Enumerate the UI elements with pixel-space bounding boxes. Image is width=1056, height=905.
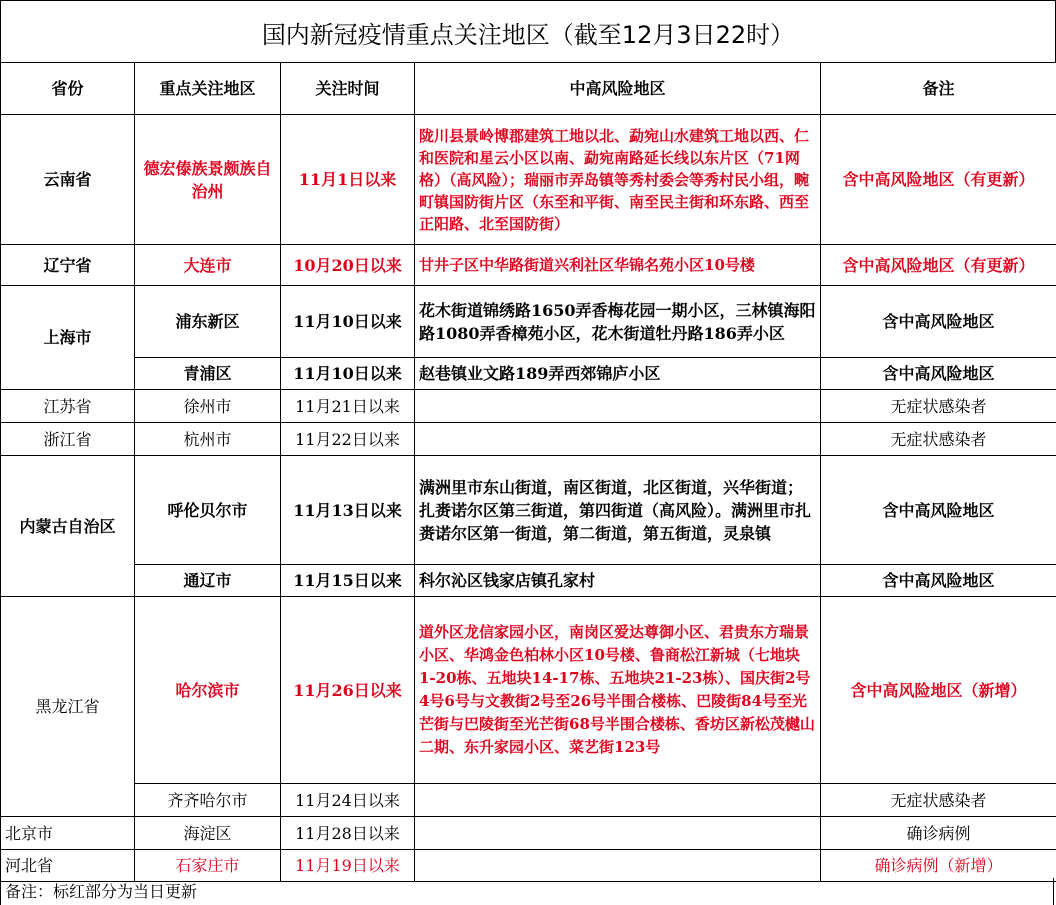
table-row <box>1 784 1056 817</box>
header-risk: 中高风险地区 <box>415 63 821 115</box>
table-header-row <box>1 63 1056 115</box>
time-cell: 10月20日以来 <box>281 245 415 286</box>
remark-cell: 确诊病例 <box>821 817 1056 850</box>
province-cell: 辽宁省 <box>1 245 135 286</box>
area-cell: 石家庄市 <box>135 850 281 882</box>
time-cell: 11月28日以来 <box>281 817 415 850</box>
area-cell: 海淀区 <box>135 817 281 850</box>
risk-cell: 陇川县景岭博郡建筑工地以北、勐宛山水建筑工地以西、仁和医院和星云小区以南、勐宛南路延长线以东片区（71网格）（高风险）；瑞丽市弄岛镇等秀村委会等秀村民小组，畹町镇国防街片区（东至和平街、南至民主街和环东路、西至正阳路、北至国防街） <box>415 115 821 245</box>
risk-cell <box>415 423 821 456</box>
table-row <box>1 565 1056 597</box>
table-row <box>1 850 1056 882</box>
province-cell: 江苏省 <box>1 390 135 423</box>
area-cell: 大连市 <box>135 245 281 286</box>
data-table <box>0 62 1056 882</box>
remark-cell: 含中高风险地区 <box>821 358 1056 390</box>
remark-cell: 含中高风险地区 <box>821 565 1056 597</box>
risk-cell: 道外区龙信家园小区，南岗区爱达尊御小区、君贵东方瑞景小区、华鸿金色柏林小区10号楼、鲁商松江新城（七地块1-20栋、五地块14-17栋、五地块21-23栋）、国庆街2号4号6号与文教街2号至26号半围合楼栋、巴陵街84号至光芒街与巴陵街至光芒街68号半围合楼栋、香坊区新松茂樾山二期、东升家园小区、菜艺街123号 <box>415 597 821 784</box>
header-province: 省份 <box>1 63 135 115</box>
area-cell: 浦东新区 <box>135 286 281 358</box>
table-row <box>1 286 1056 358</box>
time-cell: 11月10日以来 <box>281 358 415 390</box>
risk-cell <box>415 850 821 882</box>
risk-cell <box>415 817 821 850</box>
time-cell: 11月1日以来 <box>281 115 415 245</box>
time-cell: 11月13日以来 <box>281 456 415 565</box>
footnote: 备注：标红部分为当日更新 <box>0 878 1054 905</box>
area-cell: 通辽市 <box>135 565 281 597</box>
province-cell: 上海市 <box>1 286 135 390</box>
province-cell: 河北省 <box>1 850 135 882</box>
remark-cell: 无症状感染者 <box>821 784 1056 817</box>
area-cell: 青浦区 <box>135 358 281 390</box>
time-cell: 11月24日以来 <box>281 784 415 817</box>
province-cell: 内蒙古自治区 <box>1 456 135 597</box>
header-area: 重点关注地区 <box>135 63 281 115</box>
remark-cell: 含中高风险地区（有更新） <box>821 245 1056 286</box>
time-cell: 11月22日以来 <box>281 423 415 456</box>
table-row <box>1 817 1056 850</box>
area-cell: 哈尔滨市 <box>135 597 281 784</box>
table-row <box>1 597 1056 784</box>
area-cell: 杭州市 <box>135 423 281 456</box>
area-cell: 德宏傣族景颇族自治州 <box>135 115 281 245</box>
remark-cell: 无症状感染者 <box>821 390 1056 423</box>
header-time: 关注时间 <box>281 63 415 115</box>
remark-cell: 含中高风险地区 <box>821 286 1056 358</box>
province-cell: 浙江省 <box>1 423 135 456</box>
page-title: 国内新冠疫情重点关注地区（截至12月3日22时） <box>0 0 1056 63</box>
province-cell: 云南省 <box>1 115 135 245</box>
remark-cell: 含中高风险地区 <box>821 456 1056 565</box>
time-cell: 11月10日以来 <box>281 286 415 358</box>
remark-cell: 含中高风险地区（有更新） <box>821 115 1056 245</box>
table-row <box>1 115 1056 245</box>
time-cell: 11月21日以来 <box>281 390 415 423</box>
province-cell: 北京市 <box>1 817 135 850</box>
risk-cell <box>415 784 821 817</box>
risk-cell <box>415 390 821 423</box>
remark-cell: 确诊病例（新增） <box>821 850 1056 882</box>
risk-cell: 科尔沁区钱家店镇孔家村 <box>415 565 821 597</box>
province-cell: 黑龙江省 <box>1 597 135 817</box>
risk-cell: 赵巷镇业文路189弄西郊锦庐小区 <box>415 358 821 390</box>
time-cell: 11月19日以来 <box>281 850 415 882</box>
remark-cell: 含中高风险地区（新增） <box>821 597 1056 784</box>
area-cell: 徐州市 <box>135 390 281 423</box>
area-cell: 呼伦贝尔市 <box>135 456 281 565</box>
risk-cell: 满洲里市东山街道，南区街道，北区街道，兴华街道；扎赉诺尔区第三街道，第四街道（高风险）。满洲里市扎赉诺尔区第一街道，第二街道，第五街道，灵泉镇 <box>415 456 821 565</box>
header-remark: 备注 <box>821 63 1056 115</box>
risk-cell: 花木街道锦绣路1650弄香梅花园一期小区，三林镇海阳路1080弄香樟苑小区，花木街道牡丹路186弄小区 <box>415 286 821 358</box>
time-cell: 11月15日以来 <box>281 565 415 597</box>
risk-cell: 甘井子区中华路街道兴利社区华锦名苑小区10号楼 <box>415 245 821 286</box>
table-row <box>1 456 1056 565</box>
table-row <box>1 245 1056 286</box>
table-row <box>1 390 1056 423</box>
table-row <box>1 423 1056 456</box>
table-row <box>1 358 1056 390</box>
time-cell: 11月26日以来 <box>281 597 415 784</box>
area-cell: 齐齐哈尔市 <box>135 784 281 817</box>
remark-cell: 无症状感染者 <box>821 423 1056 456</box>
